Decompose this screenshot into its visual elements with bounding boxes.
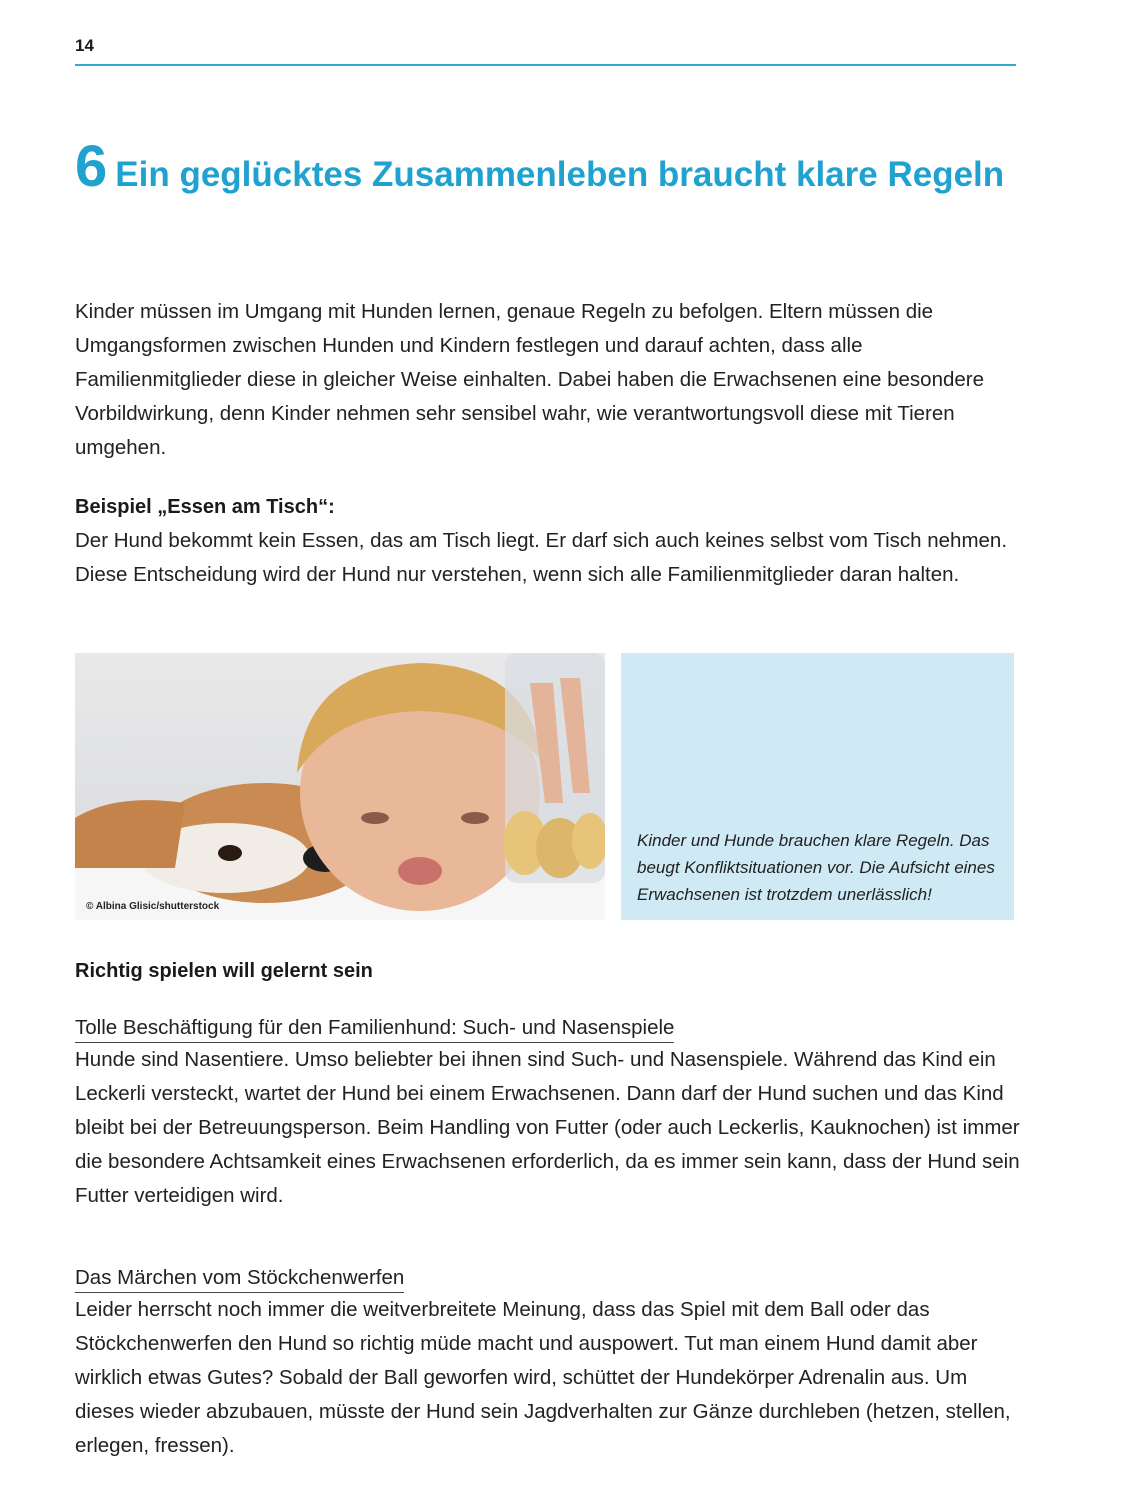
example-block [75,490,1020,592]
page-number: 14 [75,36,94,55]
jar-image [503,653,605,883]
example-text: Der Hund bekommt kein Essen, das am Tisch liegt. Er darf sich auch keines selbst vom Tisch nehmen. Diese Entscheidung wird der Hund nur verstehen, wenn sich alle Familienmitglieder daran halten. [75,529,1008,586]
chapter-number: 6 [75,134,108,199]
caption-box [621,653,1014,920]
section-heading: Richtig spielen will gelernt sein [75,960,373,982]
subsection-heading: Tolle Beschäftigung für den Familienhund: Such- und Nasenspiele [75,1014,674,1043]
photo-illustration [75,653,605,920]
subsection-text: Hunde sind Nasentiere. Umso beliebter bei ihnen sind Such- und Nasenspiele. Während das Kind ein Leckerli versteckt, wartet der Hund bei einem Erwachsenen. Dann darf der Hund suchen und das Kind bleibt bei der Betreuungsperson. Beim Handling von Futter (oder auch Leckerlis, Kauknochen) ist immer die besondere Achtsamkeit eines Erwachsenen erforderlich, da es immer sein kann, dass der Hund sein Futter verteidigen wird. [75,1048,1020,1207]
chapter-title: Ein geglücktes Zusammenleben braucht klare Regeln [115,155,1005,194]
photo-child-dog [75,653,605,920]
photo-credit: © Albina Glisic/shutterstock [86,901,220,912]
chapter-heading [75,134,1035,200]
subsection-search-games [75,1014,1020,1213]
subsection-heading: Das Märchen vom Stöckchenwerfen [75,1264,404,1293]
header-rule [75,64,1016,66]
example-heading: Beispiel „Essen am Tisch“: [75,496,335,518]
subsection-text: Leider herrscht noch immer die weitverbreitete Meinung, dass das Spiel mit dem Ball oder das Stöckchenwerfen den Hund so richtig müde macht und auspowert. Tut man einem Hund damit aber wirklich etwas Gutes? Sobald der Ball geworfen wird, schüttet der Hundekörper Adrenalin aus. Um dieses wieder abzubauen, müsste der Hund sein Jagdverhalten zur Gänze durchleben (hetzen, stellen, erlegen, fressen). [75,1298,1011,1457]
intro-paragraph: Kinder müssen im Umgang mit Hunden lernen, genaue Regeln zu befolgen. Eltern müssen die Umgangsformen zwischen Hunden und Kindern festlegen und darauf achten, dass alle Familienmitglieder diese in gleicher Weise einhalten. Dabei haben die Erwachsenen eine besondere Vorbildwirkung, denn Kinder nehmen sehr sensibel wahr, wie verantwortungsvoll diese mit Tieren umgehen. [75,300,985,459]
subsection-stick-throwing [75,1264,1020,1463]
caption-text: Kinder und Hunde brauchen klare Regeln. Das beugt Konfliktsituationen vor. Die Aufsicht eines Erwachsenen ist trotzdem unerlässlich! [637,831,995,904]
